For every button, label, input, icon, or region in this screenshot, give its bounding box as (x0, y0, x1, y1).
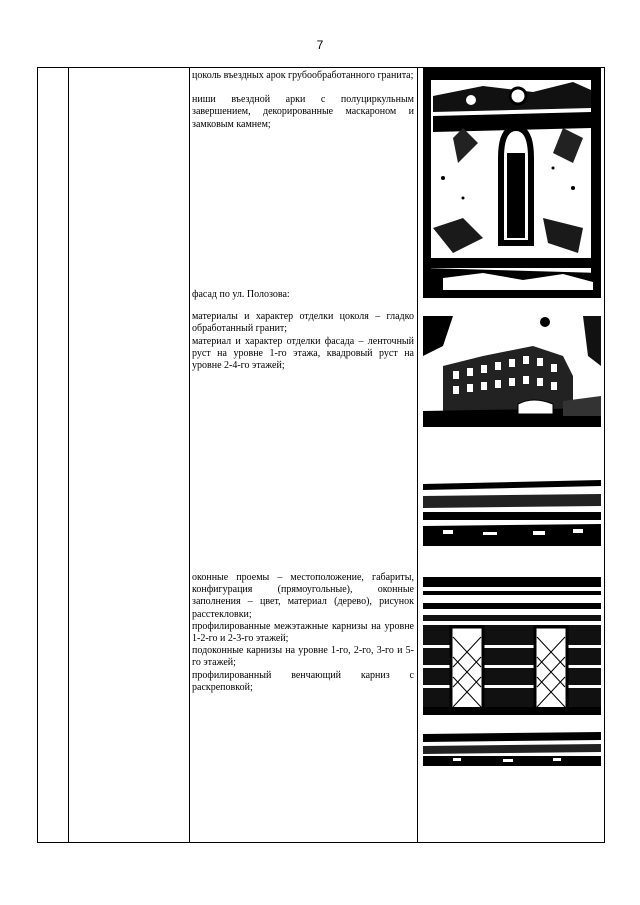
page-number: 7 (316, 38, 324, 52)
text-polozova-facade: фасад по ул. Полозова: (192, 289, 290, 300)
column-divider (189, 68, 190, 842)
text-arch-niches: ниши въездной арки с полуциркульным завершением, декорированные маскароном и замковым камнем; (192, 94, 414, 130)
photo-street-view (423, 316, 601, 427)
text-sill-cornices: подоконные карнизы на уровне 1-го, 2-го, 3-го и 5-го этажей; (192, 645, 414, 669)
photo-windows (423, 577, 601, 715)
text-facade-material: материал и характер отделки фасада – ленточный руст на уровне 1-го этажа, квадровый руст на уровне 2-4-го этажей; (192, 335, 414, 372)
column-divider (68, 68, 69, 842)
text-window-openings: оконные проемы – местоположение, габариты, конфигурация (прямоугольные), оконные заполнения – цвет, материал (дерево), рисунок расстекловки; (192, 572, 414, 620)
photo-facade-fragment (423, 476, 601, 546)
description-block (192, 70, 414, 131)
text-floor-cornices: профилированные межэтажные карнизы на уровне 1-2-го и 2-3-го этажей; (192, 620, 414, 645)
text-plinth-arches: цоколь въездных арок грубообработанного гранита; (192, 70, 414, 81)
description-block (192, 572, 414, 694)
column-divider (417, 68, 418, 842)
photo-arch-niche (423, 68, 601, 298)
photo-cornice (423, 728, 601, 766)
description-block (192, 289, 414, 372)
text-crown-cornice: профилированный венчающий карниз с раскреповкой; (192, 669, 414, 693)
text-plinth-material: материалы и характер отделки цоколя – гладко обработанный гранит; (192, 311, 414, 335)
